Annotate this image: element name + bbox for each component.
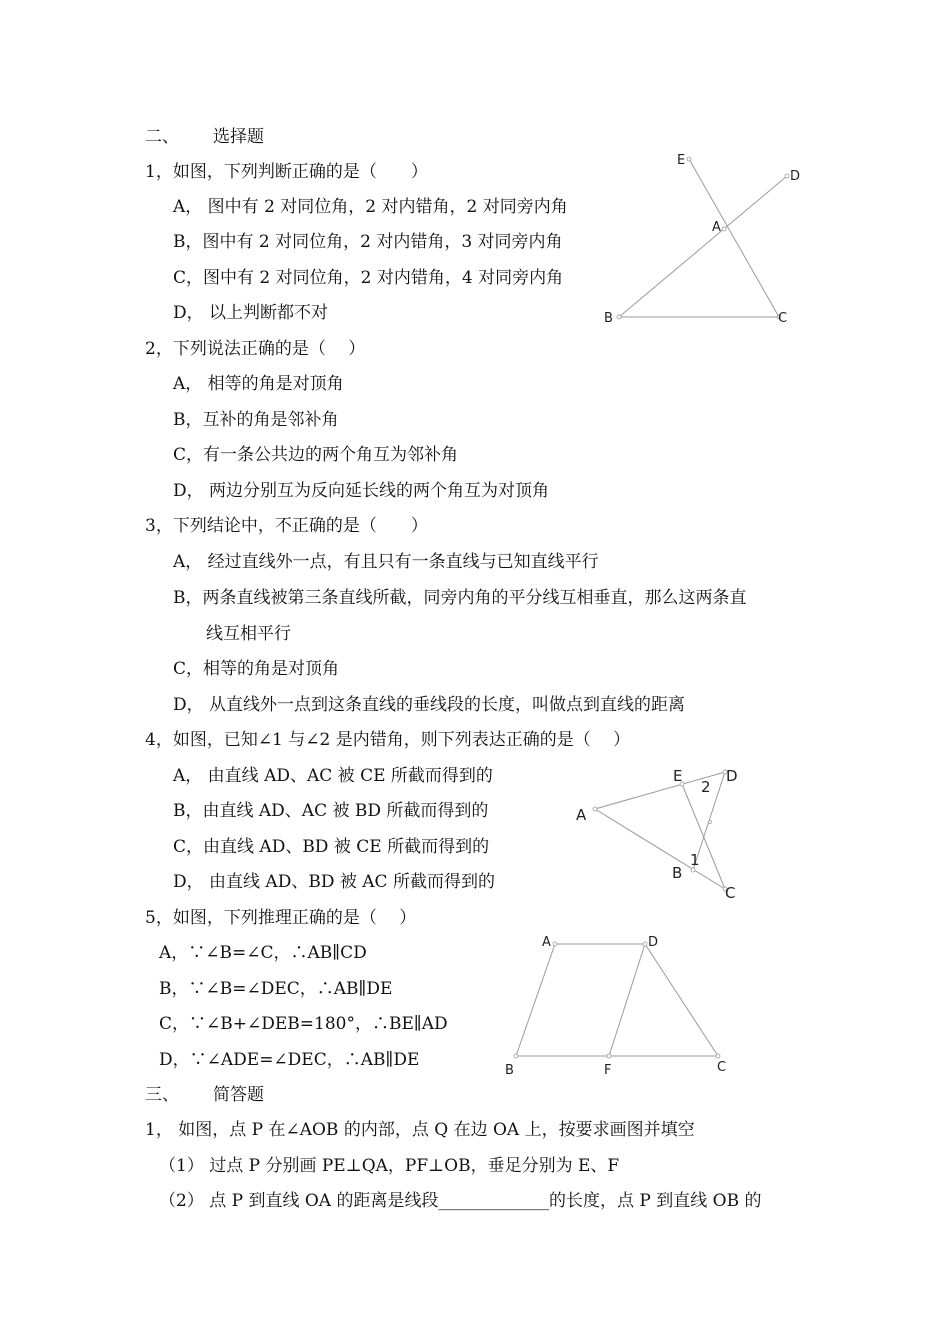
s1-part-1: （1） 过点 P 分别画 PE⊥QA，PF⊥OB，垂足分别为 E、F <box>159 1156 620 1176</box>
q5-point-c <box>716 1054 720 1058</box>
q5-label-c: C <box>717 1060 727 1075</box>
q5-figure <box>498 930 738 1080</box>
q5-option-d: D，∵∠ADE=∠DEC，∴AB∥DE <box>159 1050 420 1070</box>
q1-point-b <box>617 315 621 319</box>
q4-label-d: D <box>726 767 738 785</box>
q3-stem: 3，下列结论中，不正确的是（ ） <box>145 516 428 536</box>
q4-line-ac <box>595 809 725 889</box>
q1-option-c: C，图中有 2 对同位角，2 对内错角，4 对同旁内角 <box>173 268 564 288</box>
q4-angle-1-label: 1 <box>690 851 700 869</box>
q4-intersection <box>709 821 712 824</box>
q1-line-ec <box>689 159 779 317</box>
q4-stem: 4，如图，已知∠1 与∠2 是内错角，则下列表达正确的是（ ） <box>145 730 631 750</box>
q5-line-dc <box>645 944 718 1056</box>
q1-point-e <box>687 157 691 161</box>
q1-line-bd <box>619 176 787 317</box>
section-number: 三、 <box>145 1085 179 1105</box>
q1-option-a: A， 图中有 2 对同位角，2 对内错角，2 对同旁内角 <box>173 197 568 217</box>
q1-point-a <box>722 227 726 231</box>
q4-label-a: A <box>576 806 587 824</box>
q4-option-a: A， 由直线 AD、AC 被 CE 所截而得到的 <box>173 766 493 786</box>
q5-point-a <box>553 942 557 946</box>
s1-part-2: （2） 点 P 到直线 OA 的距离是线段_____________的长度，点 P 到直线 OB 的 <box>159 1191 762 1211</box>
q1-option-d: D， 以上判断都不对 <box>173 303 329 323</box>
q4-figure <box>570 760 750 905</box>
q3-option-d: D， 从直线外一点到这条直线的垂线段的长度，叫做点到直线的距离 <box>173 695 686 715</box>
q5-point-b <box>514 1054 518 1058</box>
s1-stem: 1， 如图，点 P 在∠AOB 的内部，点 Q 在边 OA 上，按要求画图并填空 <box>145 1120 695 1140</box>
q2-option-b: B，互补的角是邻补角 <box>173 410 339 430</box>
q5-line-ab <box>516 944 555 1056</box>
section-title: 简答题 <box>213 1085 264 1105</box>
q5-label-d: D <box>648 935 659 950</box>
q5-option-a: A，∵∠B=∠C，∴AB∥CD <box>159 943 367 963</box>
q2-option-d: D， 两边分别互为反向延长线的两个角互为对顶角 <box>173 481 550 501</box>
q4-label-b: B <box>672 864 683 882</box>
q3-option-c: C，相等的角是对顶角 <box>173 659 340 679</box>
q4-point-a <box>593 807 597 811</box>
q1-option-b: B，图中有 2 对同位角，2 对内错角，3 对同旁内角 <box>173 232 563 252</box>
section-heading-short-answer <box>145 1084 264 1106</box>
q1-point-d <box>785 174 789 178</box>
q2-stem: 2，下列说法正确的是（ ） <box>145 339 366 359</box>
q3-option-b: B，两条直线被第三条直线所截，同旁内角的平分线互相垂直，那么这两条直 <box>173 588 747 608</box>
q1-label-c: C <box>778 311 788 326</box>
q1-label-b: B <box>604 311 613 326</box>
section-heading-choice <box>145 126 264 148</box>
q5-option-b: B，∵∠B=∠DEC，∴AB∥DE <box>159 979 393 999</box>
q5-line-df <box>609 944 645 1056</box>
q5-label-b: B <box>505 1063 514 1078</box>
section-number: 二、 <box>145 127 179 147</box>
q1-label-d: D <box>790 169 801 184</box>
q5-label-f: F <box>604 1063 612 1078</box>
section-title: 选择题 <box>213 127 264 147</box>
q4-option-b: B，由直线 AD、AC 被 BD 所截而得到的 <box>173 801 489 821</box>
q5-point-d <box>643 942 647 946</box>
q4-option-d: D， 由直线 AD、BD 被 AC 所截而得到的 <box>173 872 495 892</box>
q5-label-a: A <box>542 935 551 950</box>
q2-option-c: C，有一条公共边的两个角互为邻补角 <box>173 445 459 465</box>
q3-option-a: A， 经过直线外一点，有且只有一条直线与已知直线平行 <box>173 552 599 572</box>
q5-point-f <box>607 1054 611 1058</box>
q1-label-e: E <box>677 153 686 168</box>
q1-label-a: A <box>712 220 721 235</box>
q1-stem: 1，如图，下列判断正确的是（ ） <box>145 162 428 182</box>
q4-label-c: C <box>725 884 736 902</box>
q4-angle-2-label: 2 <box>701 778 711 796</box>
q4-label-e: E <box>673 767 683 785</box>
q2-option-a: A， 相等的角是对顶角 <box>173 374 344 394</box>
q5-stem: 5，如图，下列推理正确的是（ ） <box>145 908 417 928</box>
q3-option-b-continued: 线互相平行 <box>206 624 291 644</box>
q1-figure <box>598 145 818 335</box>
q5-option-c: C，∵∠B+∠DEB=180°，∴BE∥AD <box>159 1014 448 1034</box>
q4-option-c: C，由直线 AD、BD 被 CE 所截而得到的 <box>173 837 490 857</box>
